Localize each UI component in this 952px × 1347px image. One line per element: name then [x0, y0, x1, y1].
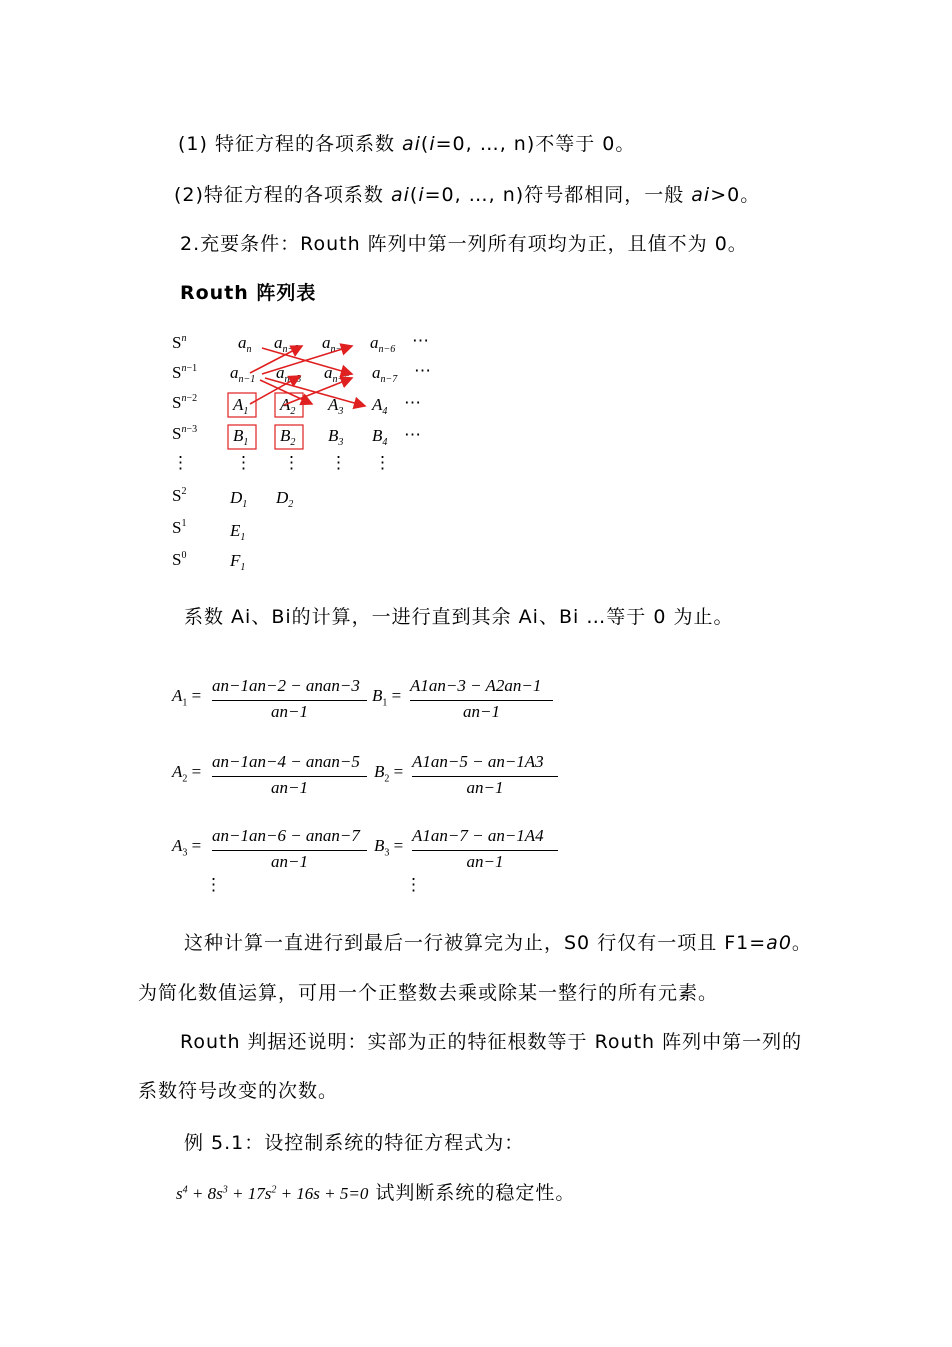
- row-label-sn3: $S^n-3$: [172, 424, 198, 443]
- formula-a1: $A_1$ = an−1an−2 − anan−3 an−1: [172, 680, 352, 730]
- formula-vdots-left: ⋮: [205, 875, 222, 894]
- ellipsis-row3: ⋯: [404, 393, 421, 412]
- cell-a4: $A_4$: [372, 395, 388, 417]
- formula-b2: $B_2$ = A1an−5 − an−1A3 an−1: [374, 756, 554, 806]
- cell-b4: $B_4$: [372, 426, 388, 448]
- row-label-sn2: $S^n-2$: [172, 393, 198, 412]
- vdots-c3: ⋮: [330, 453, 347, 472]
- row-label-s2: $S^2$: [172, 486, 187, 505]
- cell-an-4: $a_{n-4}$: [322, 333, 348, 355]
- paragraph-6: $s^4 + 8s^3 + 17s^2 + 16s + 5=0$ 试判断系统的稳定性。: [176, 1182, 576, 1204]
- condition-1: (1) 特征方程的各项系数 ai(i=0, …, n)不等于 0。: [178, 133, 636, 155]
- formula-b3: $B_3$ = A1an−7 − an−1A4 an−1: [374, 830, 554, 880]
- cell-a1: $A_1$: [233, 395, 249, 417]
- paragraph-3: Routh 判据还说明：实部为正的特征根数等于 Routh 阵列中第一列的: [180, 1031, 803, 1053]
- vdots-c1: ⋮: [235, 453, 252, 472]
- cell-an-3: $a_{n-3}$: [276, 363, 302, 385]
- paragraph-2: 为简化数值运算，可用一个正整数去乘或除某一整行的所有元素。: [138, 982, 719, 1004]
- routh-title: Routh 阵列表: [180, 282, 317, 304]
- row-label-sn: $S^n$: [172, 333, 187, 352]
- cell-an-6: $a_{n-6}$: [370, 333, 396, 355]
- formula-a2: $A_2$ = an−1an−4 − anan−5 an−1: [172, 756, 352, 806]
- cell-an-2: $a_{n-2}$: [274, 333, 300, 355]
- paragraph-5: 例 5.1：设控制系统的特征方程式为：: [184, 1132, 525, 1154]
- cell-d1: $D_1$: [230, 488, 248, 510]
- row-label-sn1: $S^n-1$: [172, 363, 198, 382]
- cell-b3: $B_3$: [328, 426, 344, 448]
- row-label-s0: $S^0$: [172, 550, 187, 569]
- condition-2: (2)特征方程的各项系数 ai(i=0, …, n)符号都相同，一般 ai>0。: [174, 184, 761, 206]
- characteristic-equation: $s^4 + 8s^3 + 17s^2 + 16s + 5=0$: [176, 1184, 369, 1203]
- cell-b2: $B_2$: [280, 426, 296, 448]
- calc-note: 系数 Ai、Bi的计算，一进行直到其余 Ai、Bi …等于 0 为止。: [184, 606, 734, 628]
- cell-a2: $A_2$: [280, 395, 296, 417]
- vdots-c2: ⋮: [283, 453, 300, 472]
- cell-an-7: $a_{n-7}$: [372, 363, 398, 385]
- vdots-c4: ⋮: [374, 453, 391, 472]
- cell-a3: $A_3$: [328, 395, 344, 417]
- cell-f1: $F_1$: [230, 551, 246, 573]
- ellipsis-row4: ⋯: [404, 425, 421, 444]
- formula-a3: $A_3$ = an−1an−6 − anan−7 an−1: [172, 830, 352, 880]
- ellipsis-row2: ⋯: [414, 361, 431, 380]
- cell-an: $a_n$: [238, 333, 252, 355]
- row-label-s1: $S^1$: [172, 518, 187, 537]
- formula-vdots-right: ⋮: [405, 875, 422, 894]
- cell-an-5: $a_{n-5}$: [324, 363, 350, 385]
- row-label-vdots: ⋮: [172, 453, 189, 472]
- formula-b1: $B_1$ = A1an−3 − A2an−1 an−1: [372, 680, 552, 730]
- ellipsis-row1: ⋯: [412, 331, 429, 350]
- paragraph-1: 这种计算一直进行到最后一行被算完为止，S0 行仅有一项且 F1=a0。: [184, 932, 812, 954]
- cell-b1: $B_1$: [233, 426, 249, 448]
- paragraph-4: 系数符号改变的次数。: [138, 1080, 339, 1102]
- cell-d2: $D_2$: [276, 488, 294, 510]
- cell-an-1: $a_{n-1}$: [230, 363, 256, 385]
- cell-e1: $E_1$: [230, 521, 246, 543]
- condition-3: 2.充要条件：Routh 阵列中第一列所有项均为正，且值不为 0。: [180, 233, 748, 255]
